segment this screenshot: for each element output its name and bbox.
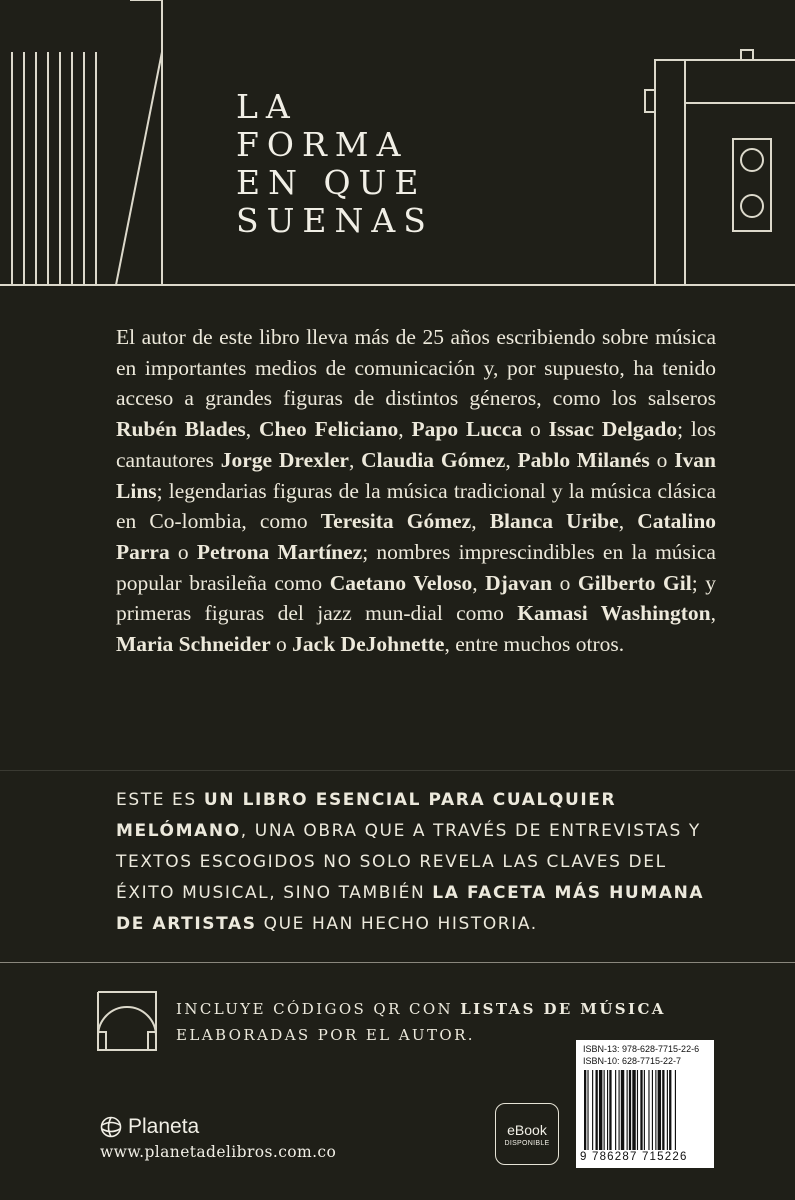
qr-note-bold: LISTAS DE MÚSICA [460, 1000, 666, 1018]
text-run: , UNA OBRA QUE A TRAVÉS DE ENTREVISTAS Y TEXTOS ESCOGIDOS NO SOLO REVELA LAS CLAVES DEL ÉXITO MUSICAL, SINO TAMBIÉN [116, 821, 701, 903]
publisher-url: www.planetadelibros.com.co [100, 1143, 337, 1161]
barcode-bar [662, 1070, 664, 1150]
title-line-2: FORMA [236, 125, 409, 164]
book-title [236, 88, 434, 240]
barcode-bar [652, 1070, 653, 1150]
barcode-bar [615, 1070, 616, 1150]
text-run: o [169, 539, 197, 564]
text-run: , [471, 509, 490, 534]
text-run: QUE HAN HECHO HISTORIA. [256, 914, 538, 934]
barcode-bar [587, 1070, 588, 1150]
barcode-bar [592, 1070, 593, 1150]
planeta-globe-icon [100, 1116, 122, 1138]
bold-text: Petrona Martínez [196, 539, 363, 564]
publisher-logo [100, 1115, 199, 1139]
bold-text: Maria Schneider [116, 632, 271, 657]
text-run: ESTE ES [116, 790, 204, 810]
text-run: o [552, 570, 578, 595]
isbn-10: ISBN-10: 628-7715-22-7 [583, 1056, 682, 1066]
barcode-bar [669, 1070, 671, 1150]
bold-text: Blanca Uribe [489, 509, 619, 534]
barcode-bar [658, 1070, 661, 1150]
barcode-bar [619, 1070, 620, 1150]
barcode-bar [607, 1070, 608, 1150]
divider-line [0, 962, 795, 963]
bold-text: Claudia Gómez [361, 447, 506, 472]
qr-note-part1: INCLUYE CÓDIGOS QR CON [176, 1000, 461, 1018]
barcode-bar [584, 1070, 586, 1150]
barcode-bar [621, 1070, 624, 1150]
qr-note-line-1 [176, 996, 666, 1022]
text-run: o [522, 417, 549, 442]
qr-note-line-2: ELABORADAS POR EL AUTOR. [176, 1026, 475, 1044]
synopsis-paragraph [116, 322, 716, 660]
barcode-bar [599, 1070, 602, 1150]
bold-text: Catalino Parra [116, 509, 717, 564]
bold-text: Kamasi Washington [517, 601, 711, 626]
text-run: ; nombres imprescindibles en la música popular brasileña como [116, 539, 716, 595]
bold-text: Djavan [485, 570, 553, 595]
bold-text: Pablo Milanés [517, 447, 650, 472]
bold-text: LA FACETA MÁS HUMANA DE ARTISTAS [116, 883, 705, 934]
bold-text: Jorge Drexler [220, 447, 349, 472]
text-run: , [245, 417, 259, 442]
barcode-bar [604, 1070, 605, 1150]
title-line-1: LA [236, 87, 298, 126]
bold-text: Rubén Blades [116, 417, 246, 442]
barcode-bar [627, 1070, 628, 1150]
publisher-name: Planeta [128, 1115, 200, 1138]
ebook-label: eBook [507, 1121, 547, 1138]
text-run: , [348, 447, 362, 472]
divider [0, 770, 795, 771]
text-run: , [618, 509, 638, 534]
text-run: , [472, 570, 486, 595]
barcode-bars [584, 1070, 706, 1152]
barcode-digits: 9 786287 715226 [580, 1151, 688, 1163]
text-run: , entre muchos otros. [444, 632, 625, 657]
text-run: o [649, 447, 675, 472]
barcode-bar [667, 1070, 668, 1150]
text-run: , [710, 601, 716, 626]
tagline-paragraph [116, 785, 726, 940]
text-run: o [270, 632, 293, 657]
text-run: ; los cantautores [116, 417, 717, 472]
bold-text: Teresita Gómez [320, 509, 472, 534]
text-run: El autor de este libro lleva más de 25 años escribiendo sobre música en importantes medios de comunicación y, por supuesto, ha tenido acceso a grandes figuras de distintos géneros, como los salseros [116, 325, 716, 411]
barcode-bar [609, 1070, 611, 1150]
bold-text: Ivan Lins [116, 447, 717, 503]
barcode-bar [640, 1070, 642, 1150]
bold-text: Issac Delgado [548, 417, 678, 442]
barcode-bar [644, 1070, 645, 1150]
bold-text: Gilberto Gil [577, 570, 692, 595]
barcode-bar [632, 1070, 635, 1150]
barcode-bar [655, 1070, 656, 1150]
title-line-3: EN QUE [236, 163, 427, 202]
bold-text: UN LIBRO ESENCIAL PARA CUALQUIER MELÓMANO [116, 790, 617, 841]
title-line-4: SUENAS [236, 201, 434, 240]
ebook-badge [495, 1103, 559, 1165]
barcode-bar [637, 1070, 638, 1150]
qr-headphones-icon [96, 990, 158, 1052]
barcode-bar [648, 1070, 649, 1150]
barcode-bar [629, 1070, 631, 1150]
barcode-bar [675, 1070, 676, 1150]
barcode [576, 1040, 714, 1168]
barcode-bar [596, 1070, 598, 1150]
text-run: ; legendarias figuras de la música tradicional y la música clásica en Co-lombia, como [116, 478, 716, 534]
bold-text: Caetano Veloso [329, 570, 473, 595]
bold-text: Jack DeJohnette [292, 632, 445, 657]
text-run: ; y primeras figuras del jazz mun-dial como [116, 570, 717, 626]
ebook-sub: DISPONIBLE [504, 1139, 550, 1147]
bold-text: Cheo Feliciano [259, 417, 399, 442]
bold-text: Papo Lucca [411, 417, 523, 442]
isbn-13: ISBN-13: 978-628-7715-22-6 [583, 1044, 700, 1054]
text-run: , [505, 447, 518, 472]
text-run: , [398, 417, 412, 442]
